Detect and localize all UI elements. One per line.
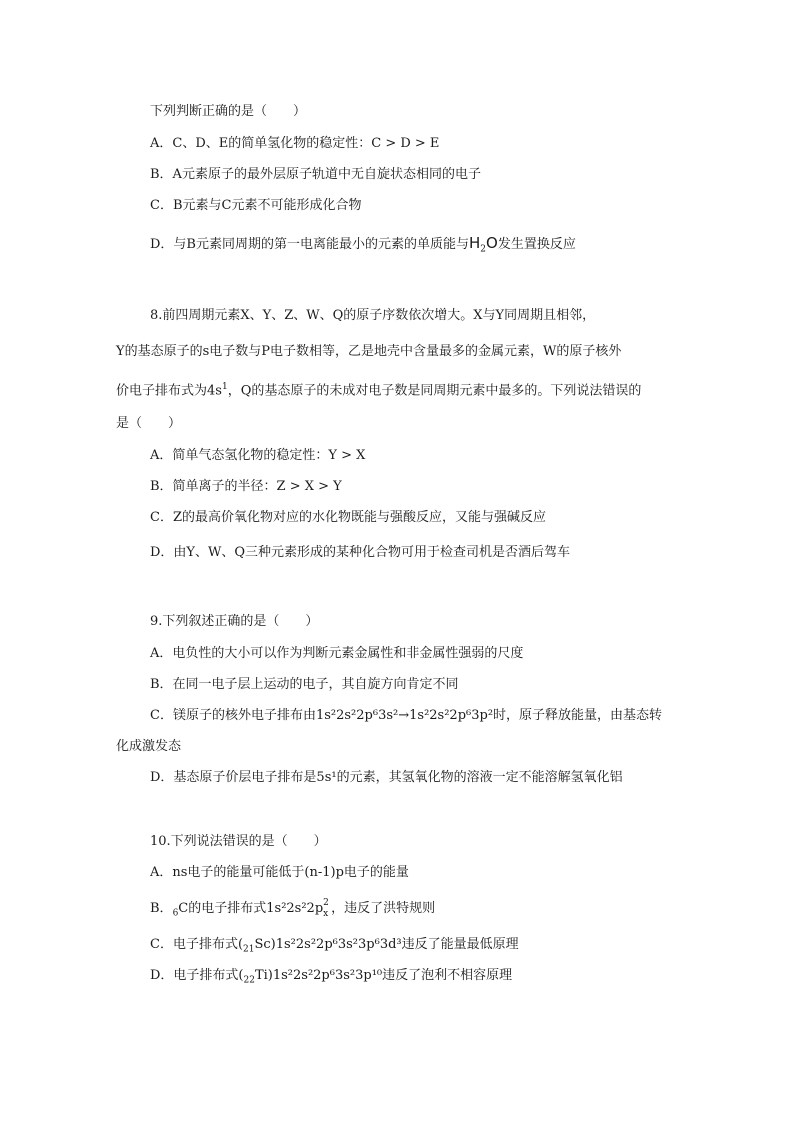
q8-line3-sup: 1: [221, 382, 228, 392]
q9-option-d: D．基态原子价层电子排布是5s¹的元素，其氢氧化物的溶液一定不能溶解氢氧化铝: [150, 770, 623, 785]
q9-option-b: B．在同一电子层上运动的电子，其自旋方向肯定不同: [150, 677, 459, 692]
water-formula-o: O: [486, 234, 498, 252]
carbon-config: 1s²2s²2p: [266, 901, 324, 916]
q10-option-b: [150, 899, 435, 924]
carbon-atomic-number: 6: [172, 908, 179, 919]
q10-option-c: [150, 935, 519, 960]
water-formula-h: H: [468, 234, 481, 252]
q9-config-final: 1s²2s²2p⁶3p²: [409, 708, 494, 723]
q7-option-d: [150, 233, 576, 260]
q7-option-d-tail: 发生置换反应: [497, 237, 576, 252]
px-sub: x: [323, 909, 329, 919]
q8-option-a: A．简单气态氢化物的稳定性：Y > X: [150, 448, 366, 463]
q8-stem-line3: [116, 377, 641, 401]
q8-option-b: B．简单离子的半径：Z > X > Y: [150, 479, 342, 494]
q10-option-c-tail: 违反了能量最低原理: [401, 937, 519, 952]
q7-option-b: B．A元素原子的最外层原子轨道中无自旋状态相同的电子: [150, 167, 481, 182]
q8-stem-line2: Y的基态原子的s电子数与P电子数相等，乙是地壳中含量最多的金属元素，W的原子核外: [116, 344, 622, 359]
q9-option-c-text: C．镁原子的核外电子排布由: [150, 708, 316, 723]
q10-option-b-tail: ，违反了洪特规则: [331, 901, 436, 916]
water-formula-sub: 2: [480, 244, 486, 255]
q8-line3-tail: ，Q的基态原子的未成对电子数是同周期元素中最多的。下列说法错误的: [227, 383, 642, 399]
q7-option-c: C．B元素与C元素不可能形成化合物: [150, 198, 362, 213]
q10-stem: 10.下列说法错误的是（ ）: [150, 834, 327, 849]
q9-option-a: A．电负性的大小可以作为判断元素金属性和非金属性强弱的尺度: [150, 646, 524, 661]
q10-option-c-text: C．电子排布式(: [150, 937, 244, 952]
q7-option-d-text: D．与B元素同周期的第一电离能最小的元素的单质能与: [150, 237, 469, 252]
q10-option-b-label: B．: [150, 901, 173, 916]
sc-config: Sc)1s²2s²2p⁶3s²3p⁶3d³: [254, 937, 402, 952]
q9-option-c-tail: 时，原子释放能量，由基态转: [493, 708, 663, 723]
q8-line3-text: 价电子排布式为4s: [116, 383, 222, 399]
q10-option-d: [150, 966, 512, 991]
q9-option-c: [150, 706, 662, 726]
px-orbital-script: [323, 899, 331, 919]
q8-option-d: D．由Y、W、Q三种元素形成的某种化合物可用于检查司机是否酒后驾车: [150, 545, 571, 560]
sc-atomic-number: 21: [243, 944, 255, 955]
q10-option-a: A．ns电子的能量可能低于(n-1)p电子的能量: [150, 865, 409, 880]
q7-stem: 下列判断正确的是（ ）: [150, 104, 307, 119]
q9-stem: 9.下列叙述正确的是（ ）: [150, 614, 319, 629]
q8-option-c: C．Z的最高价氧化物对应的水化物既能与强酸反应，又能与强碱反应: [150, 510, 546, 525]
q9-option-c-cont: 化成激发态: [116, 739, 182, 754]
q10-option-d-text: D．电子排布式(: [150, 968, 244, 983]
ti-config: Ti)1s²2s²2p⁶3s²3p¹⁰: [254, 968, 383, 983]
q10-option-b-text: C的电子排布式: [178, 901, 267, 916]
px-sup: 2: [323, 898, 329, 908]
q9-config-initial: 1s²2s²2p⁶3s²: [315, 708, 399, 723]
ti-atomic-number: 22: [243, 975, 255, 986]
q7-option-a: A．C、D、E的简单氢化物的稳定性：C > D > E: [150, 136, 440, 151]
q8-stem-line1: 8.前四周期元素X、Y、Z、W、Q的原子序数依次增大。X与Y同周期且相邻，: [150, 308, 596, 323]
q10-option-d-tail: 违反了泡利不相容原理: [382, 968, 513, 983]
q9-arrow: →: [398, 708, 410, 723]
q8-stem-line4: 是（ ）: [116, 416, 182, 431]
